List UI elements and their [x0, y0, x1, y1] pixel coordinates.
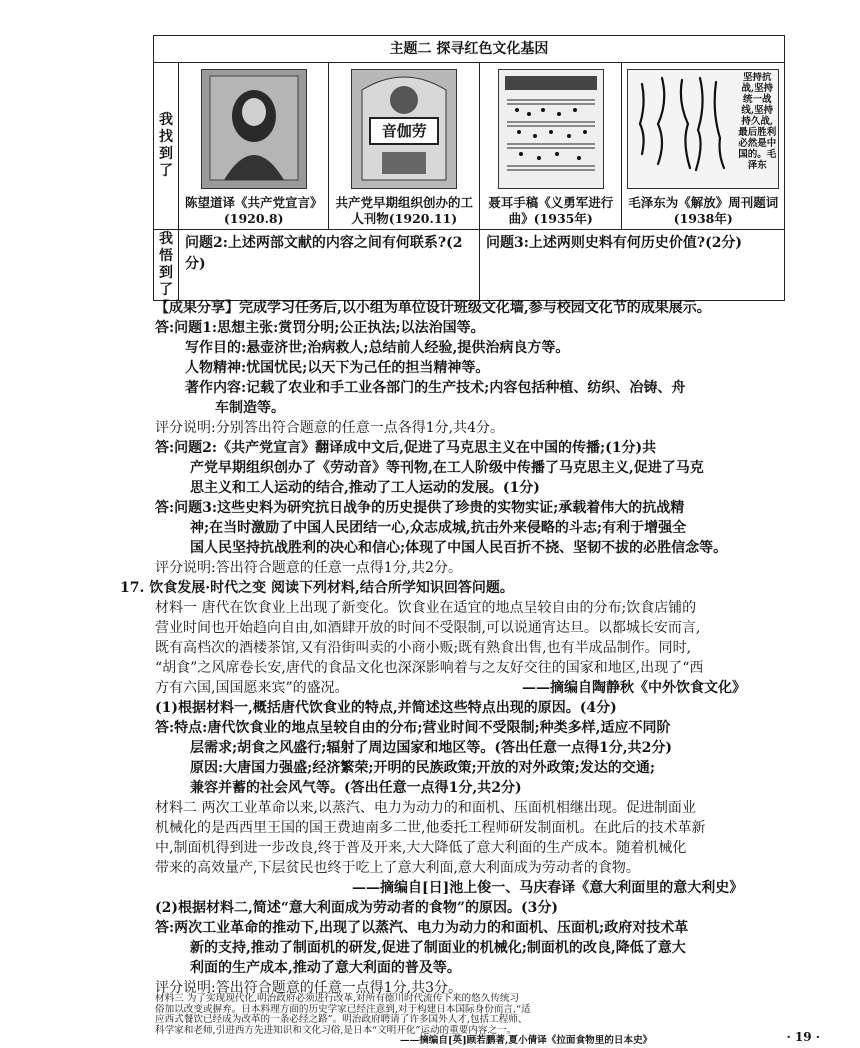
page-number: · 19 · [786, 1030, 820, 1044]
caption-workers-magazine: 共产党早期组织创办的工人刊物(1920.11) [335, 195, 473, 226]
march-manuscript-image [498, 69, 604, 189]
answer-q1-line4: 著作内容:记载了农业和手工业各部门的生产技术;内容包括种植、纺织、冶铸、舟 [185, 380, 686, 396]
caption-manifesto: 陈望道译《共产党宣言》(1920.8) [184, 195, 323, 226]
question-2: 问题2:上述两部文献的内容之间有何联系?(2分) [178, 230, 479, 301]
scoring-note-1: 评分说明:分别答出符合题意的任意一点各得1分,共4分。 [155, 420, 504, 436]
source-cell-liberation-inscription [622, 63, 785, 230]
material-1-source: ——摘编自陶静秋《中外饮食文化》 [522, 680, 746, 696]
side-label-found: 我 找 到 了 [154, 63, 179, 230]
material-1-line5: 方有六国,国国愿来宾”的盛况。 [155, 680, 349, 696]
scoring-note-3: 评分说明:答出符合题意的任意一点得1分,共3分。 [155, 980, 462, 996]
answer-q3-line1: 答:问题3:这些史料为研究抗日战争的历史提供了珍贵的实物实证;承载着伟大的抗战精 [155, 500, 685, 516]
material-3-line2: 俗加以改变或摒弃。日本料理方面的历史学家已经注意到,对于构建日本国际身份而言,“适 [155, 1003, 531, 1015]
theme-title: 主题二 探寻红色文化基因 [154, 36, 785, 63]
material-3-line1: 材料三 为了实现现代化,明治政府必须进行改革,对所有德川时代流传下来的悠久传统习 [155, 993, 520, 1004]
material-2-source: ——摘编自[日]池上俊一、马庆春译《意大利面里的意大利史》 [352, 880, 744, 896]
answer-q2-line1: 答:问题2:《共产党宣言》翻译成中文后,促进了马克思主义在中国的传播;(1分)共 [155, 440, 657, 456]
portrait-image [202, 70, 306, 188]
answer-17-1-line3: 原因:大唐国力强盛;经济繁荣;开明的民族政策;开放的对外政策;发达的交通; [190, 760, 656, 776]
results-sharing: 【成果分享】完成学习任务后,以小组为单位设计班级文化墙,参与校园文化节的成果展示。 [155, 300, 711, 316]
material-3-line4: 科学家和老师,引进西方先进知识和文化习俗,是日本“文明开化”运动的重要内容之一。 [155, 1024, 517, 1036]
answer-q2-line2: 产党早期组织创办了《劳动音》等刊物,在工人阶级中传播了马克思主义,促进了马克 [190, 460, 704, 476]
manifesto-cover-image [201, 69, 307, 189]
answer-17-1-line1: 答:特点:唐代饮食业的地点呈较自由的分布;营业时间不受限制;种类多样,适应不同阶 [155, 720, 671, 736]
question-3: 问题3:上述两则史料有何历史价值?(2分) [479, 230, 784, 301]
answer-17-1-line4: 兼容并蓄的社会风气等。(答出任意一点得1分,共2分) [190, 780, 522, 796]
theme-table [153, 35, 785, 301]
material-2-line2: 机械化的是西西里王国的国王费迪南多二世,他委托工程师研发制面机。在此后的技术革新 [155, 820, 706, 836]
material-2-line3: 中,制面机得到进一步改良,终于普及开来,大大降低了意大利面的生产成本。随着机械化 [155, 840, 687, 856]
side-label-realized: 我 悟 到 了 [154, 230, 179, 301]
answer-17-2-line2: 新的支持,推动了制面机的研发,促进了制面业的机械化;制面机的改良,降低了意大 [190, 940, 686, 956]
material-3-line3: 应西式餐饮已经成为改革的一条必经之路”。明治政府聘请了许多国外人才,包括工程师、 [155, 1014, 528, 1025]
answer-q1-line5: 车制造等。 [215, 400, 285, 416]
source-cell-march-manuscript [479, 63, 622, 230]
source-cell-workers-magazine [329, 63, 480, 230]
material-1-line2: 营业时间也开始趋向自由,如酒肆开放的时间不受限制,可以说通宵达旦。以都城长安而言, [155, 620, 701, 636]
answer-17-2-line1: 答:两次工业革命的推动下,出现了以蒸汽、电力为动力的和面机、压面机;政府对技术革 [155, 920, 689, 936]
question-17-2: (2)根据材料二,简述“意大利面成为劳动者的食物”的原因。(3分) [155, 900, 558, 916]
material-2-line1: 材料二 两次工业革命以来,以蒸汽、电力为动力的和面机、压面机相继出现。促进制面业 [155, 800, 696, 816]
inscription-image [627, 69, 779, 189]
caption-march-manuscript: 聂耳手稿《义勇军进行曲》(1935年) [488, 195, 614, 226]
answer-q1-line3: 人物精神:忧国忧民;以天下为己任的担当精神等。 [185, 360, 490, 376]
material-3-source: ——摘编自[英]顾若鹏著,夏小倩译《拉面食物里的日本史》 [400, 1035, 653, 1046]
question-17-title: 17. 饮食发展·时代之变 阅读下列材料,结合所学知识回答问题。 [120, 580, 514, 596]
inscription-print-text: 坚持抗战,坚持统一战线,坚持持久战,最后胜利必然是中国的。毛泽东 [738, 72, 777, 171]
answer-q3-line2: 神;在当时激励了中国人民团结一心,众志成城,抗击外来侵略的斗志;有利于增强全 [190, 520, 687, 536]
material-1-line4: “胡食”之风席卷长安,唐代的食品文化也深深影响着与之友好交往的国家和地区,出现了“西 [155, 660, 704, 676]
material-1-line3: 既有高档次的酒楼茶馆,又有沿街叫卖的小商小贩;既有熟食出售,也有半成品制作。同时, [155, 640, 692, 656]
scoring-note-2: 评分说明:答出符合题意的任意一点得1分,共2分。 [155, 560, 462, 576]
magazine-title-text: 音伽劳 [381, 122, 427, 140]
source-cell-manifesto [178, 63, 329, 230]
workers-magazine-image [351, 69, 457, 189]
question-17-1: (1)根据材料一,概括唐代饮食业的特点,并简述这些特点出现的原因。(4分) [155, 700, 617, 716]
answer-q1-line1: 答:问题1:思想主张:赏罚分明;公正执法;以法治国等。 [155, 320, 485, 336]
material-1-line1: 材料一 唐代在饮食业上出现了新变化。饮食业在适宜的地点呈较自由的分布;饮食店铺的 [155, 600, 697, 616]
answer-17-2-line3: 利面的生产成本,推动了意大利面的普及等。 [190, 960, 461, 976]
answer-q1-line2: 写作目的:悬壶济世;治病救人;总结前人经验,提供治病良方等。 [185, 340, 570, 356]
answer-q2-line3: 思主义和工人运动的结合,推动了工人运动的发展。(1分) [190, 480, 540, 496]
caption-liberation-inscription: 毛泽东为《解放》周刊题词(1938年) [628, 195, 779, 226]
answer-q3-line3: 国人民坚持抗战胜利的决心和信心;体现了中国人民百折不挠、坚韧不拔的必胜信念等。 [190, 540, 728, 556]
answer-17-1-line2: 层需求;胡食之风盛行;辐射了周边国家和地区等。(答出任意一点得1分,共2分) [190, 740, 672, 756]
material-2-line4: 带来的高效量产,下层贫民也终于吃上了意大利面,意大利面成为劳动者的食物。 [155, 860, 640, 876]
